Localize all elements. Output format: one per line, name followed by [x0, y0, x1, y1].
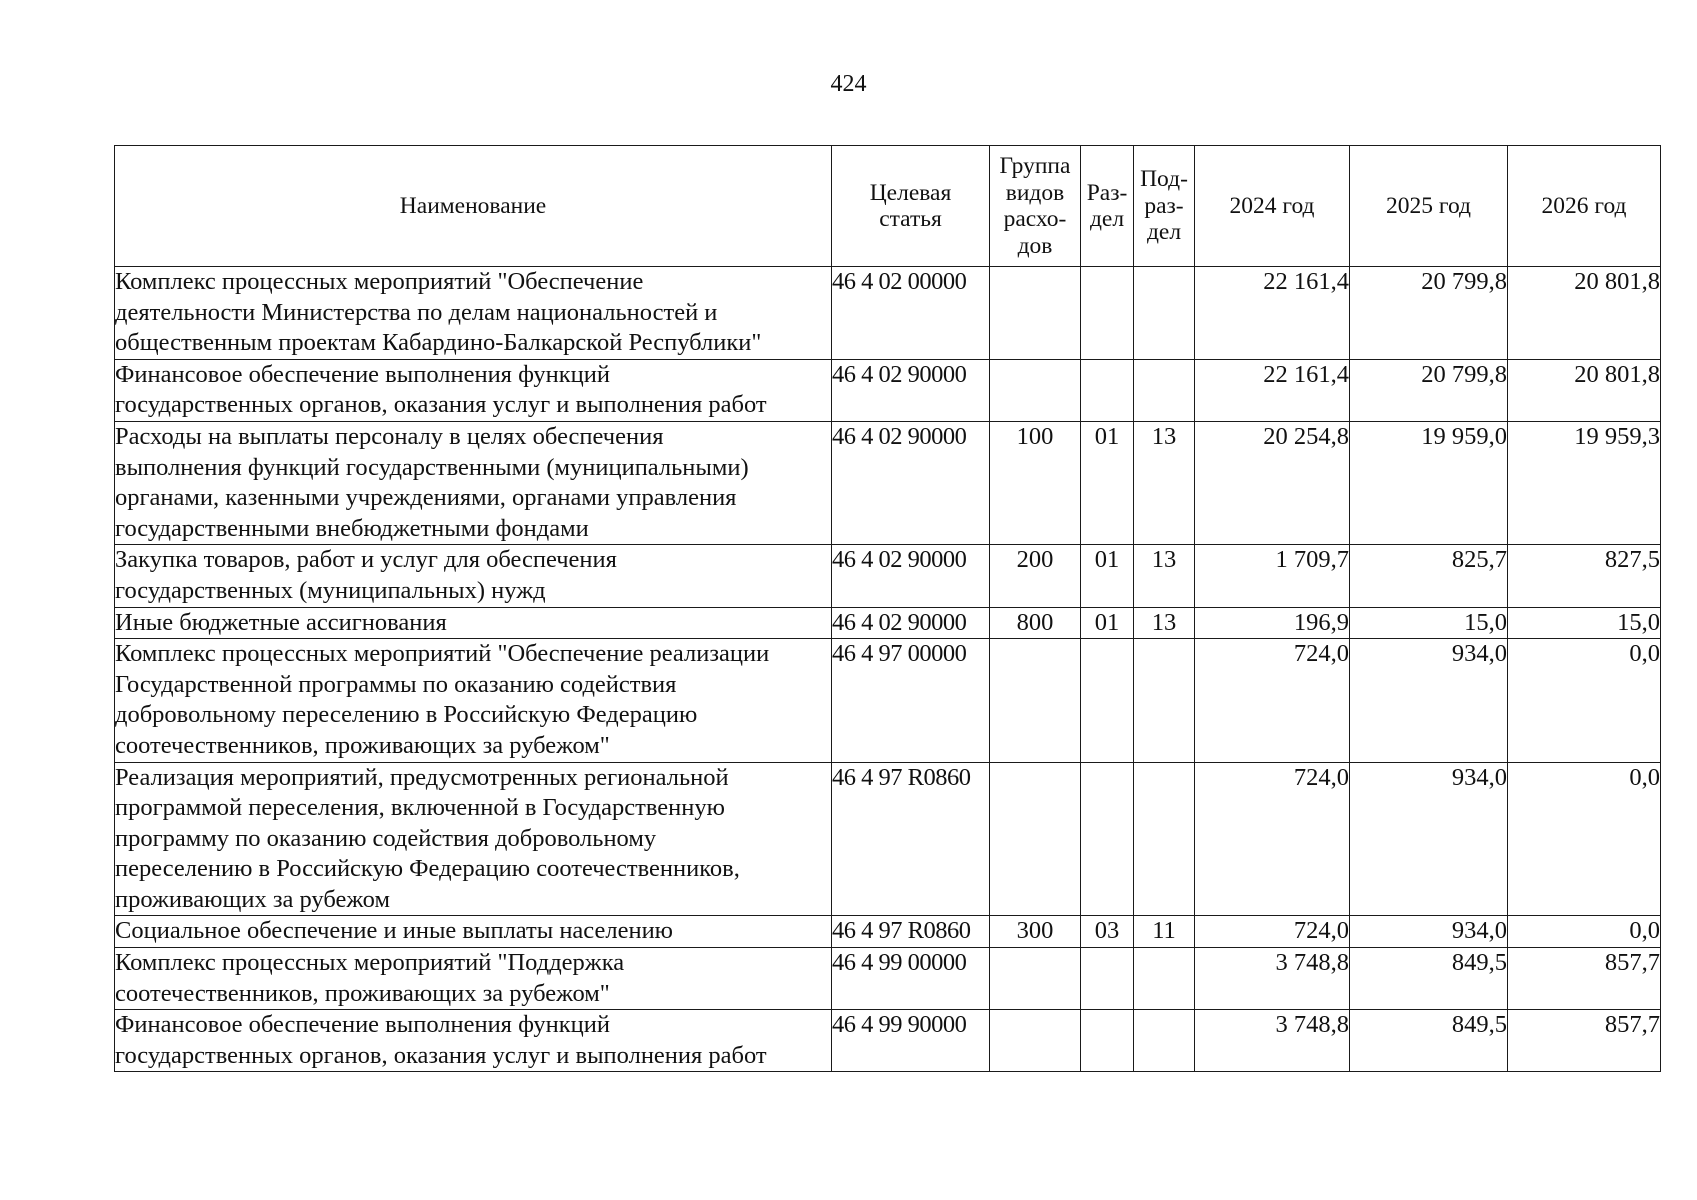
- row-amount-2024: 724,0: [1195, 916, 1350, 948]
- row-amount-2024: 724,0: [1195, 639, 1350, 762]
- row-subsection: [1134, 359, 1195, 421]
- row-amount-2025: 934,0: [1350, 916, 1508, 948]
- row-amount-2026: 857,7: [1508, 1010, 1661, 1072]
- row-name-line: государственных органов, оказания услуг и выполнения работ: [115, 1041, 767, 1069]
- row-name-line: Финансовое обеспечение выполнения функций: [115, 1011, 610, 1039]
- row-subsection: [1134, 639, 1195, 762]
- row-name-line: проживающих за рубежом: [115, 885, 390, 913]
- header-expense-group: Группа видов расхо- дов: [990, 146, 1081, 267]
- row-section: 01: [1081, 545, 1134, 607]
- table-row: [115, 545, 1661, 607]
- row-section: [1081, 639, 1134, 762]
- row-name: [115, 639, 832, 762]
- row-amount-2026: 827,5: [1508, 545, 1661, 607]
- row-section: [1081, 948, 1134, 1010]
- table-row: [115, 421, 1661, 544]
- row-expense-group: 800: [990, 607, 1081, 639]
- budget-table: [114, 145, 1661, 1072]
- row-name-line: общественным проектам Кабардино-Балкарской Республики": [115, 329, 762, 357]
- row-name: [115, 762, 832, 916]
- row-expense-group: [990, 948, 1081, 1010]
- row-name-line: Комплекс процессных мероприятий "Обеспечение реализации: [115, 640, 770, 668]
- header-year-2024: 2024 год: [1195, 146, 1350, 267]
- table-row: [115, 948, 1661, 1010]
- row-subsection: 13: [1134, 421, 1195, 544]
- row-target-code: 46 4 02 90000: [832, 359, 990, 421]
- row-expense-group: 200: [990, 545, 1081, 607]
- row-amount-2025: 849,5: [1350, 1010, 1508, 1072]
- row-target-code: 46 4 99 00000: [832, 948, 990, 1010]
- table-row: [115, 639, 1661, 762]
- row-target-code: 46 4 02 90000: [832, 545, 990, 607]
- row-target-code: 46 4 97 R0860: [832, 762, 990, 916]
- row-amount-2025: 934,0: [1350, 639, 1508, 762]
- row-name-line: соотечественников, проживающих за рубежом": [115, 979, 610, 1007]
- row-name-line: государственных органов, оказания услуг и выполнения работ: [115, 391, 767, 419]
- row-subsection: 13: [1134, 545, 1195, 607]
- row-section: 01: [1081, 421, 1134, 544]
- row-amount-2025: 19 959,0: [1350, 421, 1508, 544]
- row-section: 01: [1081, 607, 1134, 639]
- row-name-line: Финансовое обеспечение выполнения функций: [115, 360, 610, 388]
- row-subsection: 11: [1134, 916, 1195, 948]
- row-name-line: Государственной программы по оказанию содействия: [115, 670, 677, 698]
- row-amount-2024: 22 161,4: [1195, 359, 1350, 421]
- row-expense-group: 300: [990, 916, 1081, 948]
- header-section: Раз- дел: [1081, 146, 1134, 267]
- row-section: [1081, 762, 1134, 916]
- row-name: [115, 545, 832, 607]
- table-row: [115, 916, 1661, 948]
- row-subsection: [1134, 267, 1195, 360]
- row-name-line: Комплекс процессных мероприятий "Обеспечение: [115, 268, 644, 295]
- header-target-code: Целевая статья: [832, 146, 990, 267]
- table-row: [115, 607, 1661, 639]
- row-name: [115, 1010, 832, 1072]
- page-number: 424: [830, 71, 867, 97]
- row-target-code: 46 4 02 90000: [832, 421, 990, 544]
- row-amount-2026: 20 801,8: [1508, 267, 1661, 360]
- row-name-line: государственных (муниципальных) нужд: [115, 576, 546, 604]
- row-name-line: Комплекс процессных мероприятий "Поддержка: [115, 949, 625, 977]
- row-amount-2024: 196,9: [1195, 607, 1350, 639]
- header-subsection: Под- раз- дел: [1134, 146, 1195, 267]
- table-row: [115, 1010, 1661, 1072]
- row-target-code: 46 4 99 90000: [832, 1010, 990, 1072]
- row-amount-2024: 22 161,4: [1195, 267, 1350, 360]
- row-subsection: [1134, 1010, 1195, 1072]
- row-amount-2024: 20 254,8: [1195, 421, 1350, 544]
- row-name-line: выполнения функций государственными (муниципальными): [115, 453, 749, 481]
- row-name-line: государственными внебюджетными фондами: [115, 514, 589, 542]
- row-amount-2026: 857,7: [1508, 948, 1661, 1010]
- table-header: [115, 146, 1661, 267]
- row-name: [115, 421, 832, 544]
- row-name-line: деятельности Министерства по делам национальностей и: [115, 298, 718, 326]
- row-amount-2025: 20 799,8: [1350, 267, 1508, 360]
- row-name-line: программу по оказанию содействия добровольному: [115, 824, 657, 852]
- row-expense-group: 100: [990, 421, 1081, 544]
- row-section: 03: [1081, 916, 1134, 948]
- row-name-line: Расходы на выплаты персоналу в целях обеспечения: [115, 422, 664, 450]
- row-name-line: добровольному переселению в Российскую Федерацию: [115, 701, 698, 729]
- row-amount-2025: 20 799,8: [1350, 359, 1508, 421]
- row-expense-group: [990, 267, 1081, 360]
- row-name: [115, 267, 832, 360]
- row-name-line: Иные бюджетные ассигнования: [115, 608, 447, 636]
- header-year-2026: 2026 год: [1508, 146, 1661, 267]
- row-amount-2026: 0,0: [1508, 762, 1661, 916]
- row-subsection: 13: [1134, 607, 1195, 639]
- table-row: [115, 267, 1661, 360]
- row-expense-group: [990, 1010, 1081, 1072]
- header-year-2025: 2025 год: [1350, 146, 1508, 267]
- header-row: [115, 146, 1661, 267]
- row-amount-2025: 849,5: [1350, 948, 1508, 1010]
- table-row: [115, 359, 1661, 421]
- row-name-line: переселению в Российскую Федерацию соотечественников,: [115, 855, 740, 883]
- row-target-code: 46 4 97 00000: [832, 639, 990, 762]
- row-amount-2024: 3 748,8: [1195, 948, 1350, 1010]
- header-name: Наименование: [115, 146, 832, 267]
- row-name-line: соотечественников, проживающих за рубежом": [115, 731, 610, 759]
- row-name: [115, 607, 832, 639]
- table-body: [115, 267, 1661, 1072]
- row-amount-2025: 934,0: [1350, 762, 1508, 916]
- row-name-line: Социальное обеспечение и иные выплаты населению: [115, 917, 673, 945]
- row-amount-2025: 825,7: [1350, 545, 1508, 607]
- row-name-line: программой переселения, включенной в Государственную: [115, 794, 725, 822]
- row-amount-2024: 3 748,8: [1195, 1010, 1350, 1072]
- row-expense-group: [990, 762, 1081, 916]
- row-section: [1081, 1010, 1134, 1072]
- row-amount-2025: 15,0: [1350, 607, 1508, 639]
- row-target-code: 46 4 02 90000: [832, 607, 990, 639]
- row-name-line: органами, казенными учреждениями, органами управления: [115, 484, 737, 512]
- row-subsection: [1134, 762, 1195, 916]
- row-name-line: Закупка товаров, работ и услуг для обеспечения: [115, 546, 617, 574]
- row-name: [115, 359, 832, 421]
- row-amount-2026: 19 959,3: [1508, 421, 1661, 544]
- row-name: [115, 948, 832, 1010]
- row-expense-group: [990, 639, 1081, 762]
- table-row: [115, 762, 1661, 916]
- row-name: [115, 916, 832, 948]
- row-amount-2026: 20 801,8: [1508, 359, 1661, 421]
- row-amount-2026: 0,0: [1508, 916, 1661, 948]
- row-expense-group: [990, 359, 1081, 421]
- row-amount-2024: 724,0: [1195, 762, 1350, 916]
- row-section: [1081, 359, 1134, 421]
- row-amount-2026: 15,0: [1508, 607, 1661, 639]
- row-target-code: 46 4 02 00000: [832, 267, 990, 360]
- row-amount-2024: 1 709,7: [1195, 545, 1350, 607]
- row-target-code: 46 4 97 R0860: [832, 916, 990, 948]
- row-amount-2026: 0,0: [1508, 639, 1661, 762]
- row-subsection: [1134, 948, 1195, 1010]
- row-section: [1081, 267, 1134, 360]
- row-name-line: Реализация мероприятий, предусмотренных региональной: [115, 763, 729, 791]
